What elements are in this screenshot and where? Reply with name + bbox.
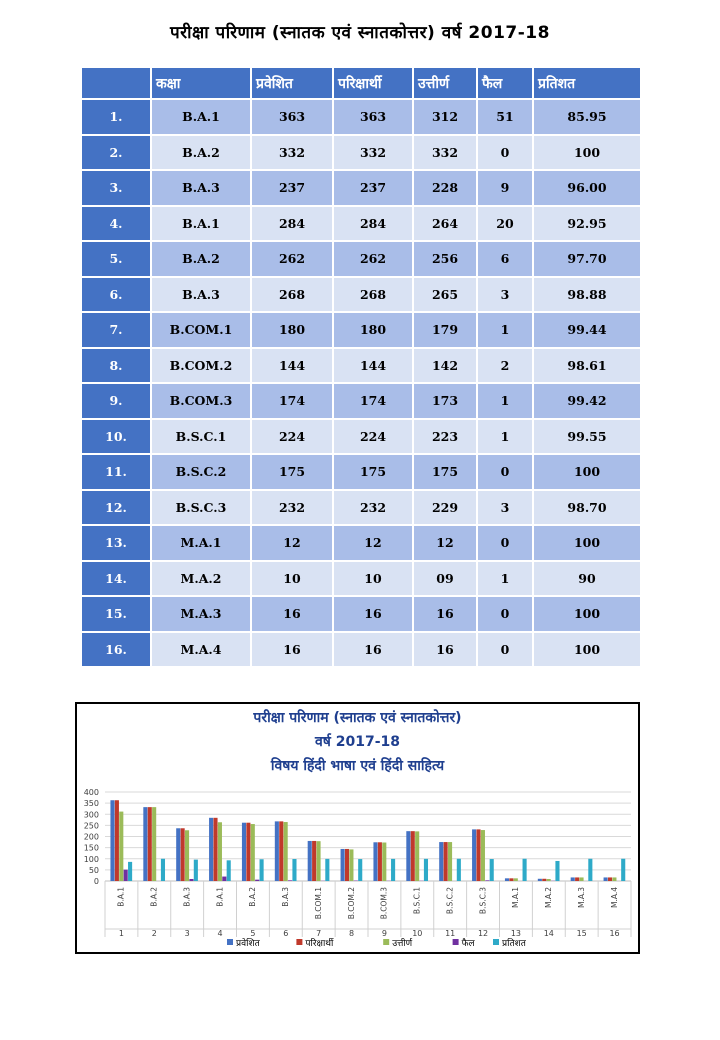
header-admitted: प्रवेशित bbox=[251, 67, 333, 99]
cell-admitted: 180 bbox=[251, 312, 333, 348]
cell-percentage: 99.55 bbox=[533, 419, 641, 455]
cell-percentage: 100 bbox=[533, 525, 641, 561]
bar-2 bbox=[115, 800, 119, 881]
bar-5 bbox=[358, 859, 362, 881]
cell-examinees: 363 bbox=[333, 99, 413, 135]
x-category-number: 4 bbox=[217, 929, 223, 938]
table-row bbox=[81, 206, 641, 242]
bar-2 bbox=[509, 878, 513, 881]
cell-examinees: 262 bbox=[333, 241, 413, 277]
cell-percentage: 100 bbox=[533, 135, 641, 171]
cell-passed: 175 bbox=[413, 454, 477, 490]
table-row bbox=[81, 348, 641, 384]
cell-examinees: 268 bbox=[333, 277, 413, 313]
cell-percentage: 90 bbox=[533, 561, 641, 597]
bar-5 bbox=[227, 860, 231, 881]
cell-failed: 9 bbox=[477, 170, 533, 206]
cell-passed: 12 bbox=[413, 525, 477, 561]
x-category-label: B.A.2 bbox=[149, 887, 159, 907]
table-row bbox=[81, 277, 641, 313]
bar-1 bbox=[538, 879, 542, 881]
cell-admitted: 175 bbox=[251, 454, 333, 490]
cell-examinees: 224 bbox=[333, 419, 413, 455]
header-serial bbox=[81, 67, 151, 99]
cell-failed: 3 bbox=[477, 490, 533, 526]
cell-passed: 228 bbox=[413, 170, 477, 206]
table-row bbox=[81, 419, 641, 455]
table-row bbox=[81, 383, 641, 419]
cell-examinees: 12 bbox=[333, 525, 413, 561]
bar-5 bbox=[555, 861, 559, 881]
cell-passed: 264 bbox=[413, 206, 477, 242]
bar-3 bbox=[448, 842, 452, 881]
header-class: कक्षा bbox=[151, 67, 251, 99]
y-tick-label: 300 bbox=[83, 810, 99, 820]
bar-5 bbox=[325, 859, 329, 881]
cell-serial: 3. bbox=[81, 170, 151, 206]
bar-1 bbox=[571, 877, 575, 881]
cell-failed: 0 bbox=[477, 632, 533, 668]
table-row bbox=[81, 596, 641, 632]
cell-failed: 0 bbox=[477, 596, 533, 632]
cell-failed: 3 bbox=[477, 277, 533, 313]
bar-3 bbox=[316, 841, 320, 881]
cell-class: B.A.1 bbox=[151, 206, 251, 242]
cell-failed: 2 bbox=[477, 348, 533, 384]
bar-3 bbox=[612, 877, 616, 881]
cell-passed: 265 bbox=[413, 277, 477, 313]
cell-admitted: 12 bbox=[251, 525, 333, 561]
cell-admitted: 174 bbox=[251, 383, 333, 419]
cell-serial: 8. bbox=[81, 348, 151, 384]
x-category-number: 6 bbox=[283, 929, 289, 938]
x-category-number: 14 bbox=[543, 929, 554, 938]
cell-percentage: 98.88 bbox=[533, 277, 641, 313]
cell-examinees: 16 bbox=[333, 632, 413, 668]
bar-2 bbox=[575, 877, 579, 881]
bar-2 bbox=[608, 877, 612, 881]
x-category-number: 7 bbox=[316, 929, 322, 938]
cell-passed: 223 bbox=[413, 419, 477, 455]
bar-2 bbox=[476, 829, 480, 881]
bar-3 bbox=[579, 877, 583, 881]
cell-examinees: 175 bbox=[333, 454, 413, 490]
x-category-number: 12 bbox=[477, 929, 489, 938]
cell-examinees: 144 bbox=[333, 348, 413, 384]
y-tick-label: 200 bbox=[83, 832, 99, 842]
cell-failed: 0 bbox=[477, 454, 533, 490]
chart-plot bbox=[77, 704, 638, 952]
x-category-label: M.A.4 bbox=[609, 887, 619, 909]
legend-swatch bbox=[383, 939, 389, 945]
cell-class: M.A.3 bbox=[151, 596, 251, 632]
bar-5 bbox=[194, 860, 198, 881]
cell-passed: 312 bbox=[413, 99, 477, 135]
cell-percentage: 100 bbox=[533, 632, 641, 668]
cell-serial: 15. bbox=[81, 596, 151, 632]
bar-1 bbox=[209, 818, 213, 881]
results-chart bbox=[75, 702, 640, 954]
x-category-number: 13 bbox=[510, 929, 522, 938]
cell-serial: 2. bbox=[81, 135, 151, 171]
table-row bbox=[81, 632, 641, 668]
bar-5 bbox=[161, 859, 165, 881]
bar-1 bbox=[373, 842, 377, 881]
bar-2 bbox=[345, 849, 349, 881]
bar-4 bbox=[124, 870, 128, 881]
cell-serial: 16. bbox=[81, 632, 151, 668]
cell-serial: 6. bbox=[81, 277, 151, 313]
cell-percentage: 98.70 bbox=[533, 490, 641, 526]
header-examinees: परिक्षार्थी bbox=[333, 67, 413, 99]
cell-percentage: 100 bbox=[533, 454, 641, 490]
bar-2 bbox=[444, 842, 448, 881]
y-tick-label: 250 bbox=[83, 821, 99, 831]
cell-serial: 14. bbox=[81, 561, 151, 597]
chart-subject: विषय हिंदी भाषा एवं हिंदी साहित्य bbox=[270, 758, 445, 774]
cell-class: B.COM.3 bbox=[151, 383, 251, 419]
bar-2 bbox=[148, 807, 152, 881]
bar-5 bbox=[588, 859, 592, 881]
cell-examinees: 16 bbox=[333, 596, 413, 632]
table-row bbox=[81, 490, 641, 526]
x-category-number: 5 bbox=[250, 929, 256, 938]
cell-serial: 1. bbox=[81, 99, 151, 135]
x-category-label: B.COM.3 bbox=[379, 887, 389, 920]
cell-percentage: 92.95 bbox=[533, 206, 641, 242]
cell-failed: 51 bbox=[477, 99, 533, 135]
legend-label: फैल bbox=[461, 939, 475, 949]
table-row bbox=[81, 241, 641, 277]
cell-class: B.A.1 bbox=[151, 99, 251, 135]
bar-3 bbox=[514, 878, 518, 881]
x-category-label: B.COM.1 bbox=[313, 887, 323, 920]
cell-serial: 12. bbox=[81, 490, 151, 526]
cell-examinees: 232 bbox=[333, 490, 413, 526]
legend-swatch bbox=[296, 939, 302, 945]
cell-failed: 0 bbox=[477, 525, 533, 561]
legend-label: प्रतिशत bbox=[502, 939, 526, 949]
bar-5 bbox=[457, 859, 461, 881]
y-tick-label: 100 bbox=[83, 854, 99, 864]
bar-3 bbox=[349, 849, 353, 881]
bar-1 bbox=[275, 821, 279, 881]
table-header-row bbox=[81, 67, 641, 99]
cell-passed: 16 bbox=[413, 596, 477, 632]
cell-admitted: 363 bbox=[251, 99, 333, 135]
results-table bbox=[80, 66, 642, 668]
cell-passed: 179 bbox=[413, 312, 477, 348]
x-category-number: 8 bbox=[349, 929, 355, 938]
cell-examinees: 174 bbox=[333, 383, 413, 419]
cell-failed: 1 bbox=[477, 419, 533, 455]
table-row bbox=[81, 170, 641, 206]
cell-passed: 09 bbox=[413, 561, 477, 597]
bar-3 bbox=[382, 843, 386, 881]
x-category-label: M.A.2 bbox=[544, 887, 554, 909]
y-tick-label: 150 bbox=[83, 843, 99, 853]
bar-3 bbox=[547, 879, 551, 881]
cell-passed: 173 bbox=[413, 383, 477, 419]
cell-class: M.A.4 bbox=[151, 632, 251, 668]
x-category-label: B.A.3 bbox=[182, 887, 192, 907]
bar-5 bbox=[523, 859, 527, 881]
cell-failed: 6 bbox=[477, 241, 533, 277]
y-tick-label: 350 bbox=[83, 799, 99, 809]
cell-failed: 1 bbox=[477, 383, 533, 419]
bar-3 bbox=[152, 807, 156, 881]
bar-5 bbox=[292, 859, 296, 881]
bar-4 bbox=[288, 880, 292, 881]
y-tick-label: 0 bbox=[93, 877, 99, 886]
bar-2 bbox=[411, 831, 415, 881]
cell-percentage: 85.95 bbox=[533, 99, 641, 135]
bar-5 bbox=[391, 859, 395, 881]
bar-1 bbox=[604, 877, 608, 881]
table-row bbox=[81, 454, 641, 490]
cell-percentage: 99.44 bbox=[533, 312, 641, 348]
y-tick-label: 50 bbox=[88, 865, 99, 875]
bar-4 bbox=[485, 880, 489, 881]
chart-title: परीक्षा परिणाम (स्नातक एवं स्नातकोत्तर) bbox=[253, 710, 462, 726]
bar-4 bbox=[189, 879, 193, 881]
x-category-label: M.A.3 bbox=[576, 887, 586, 909]
bar-3 bbox=[481, 830, 485, 881]
table-row bbox=[81, 312, 641, 348]
cell-percentage: 98.61 bbox=[533, 348, 641, 384]
legend-swatch bbox=[493, 939, 499, 945]
cell-class: M.A.1 bbox=[151, 525, 251, 561]
cell-admitted: 284 bbox=[251, 206, 333, 242]
cell-admitted: 232 bbox=[251, 490, 333, 526]
bar-1 bbox=[110, 800, 114, 881]
cell-passed: 332 bbox=[413, 135, 477, 171]
bar-3 bbox=[415, 831, 419, 881]
bar-5 bbox=[490, 859, 494, 881]
bar-5 bbox=[260, 859, 264, 881]
bar-1 bbox=[341, 849, 345, 881]
x-category-number: 11 bbox=[445, 929, 456, 938]
cell-examinees: 284 bbox=[333, 206, 413, 242]
x-category-label: B.COM.2 bbox=[346, 887, 356, 920]
cell-serial: 9. bbox=[81, 383, 151, 419]
bar-1 bbox=[472, 829, 476, 881]
cell-serial: 5. bbox=[81, 241, 151, 277]
y-tick-label: 400 bbox=[83, 788, 99, 797]
cell-class: B.S.C.1 bbox=[151, 419, 251, 455]
cell-class: M.A.2 bbox=[151, 561, 251, 597]
cell-examinees: 180 bbox=[333, 312, 413, 348]
legend-swatch bbox=[453, 939, 459, 945]
cell-admitted: 237 bbox=[251, 170, 333, 206]
x-category-number: 3 bbox=[184, 929, 190, 938]
cell-admitted: 16 bbox=[251, 632, 333, 668]
header-failed: फैल bbox=[477, 67, 533, 99]
bar-2 bbox=[378, 842, 382, 881]
cell-percentage: 99.42 bbox=[533, 383, 641, 419]
bar-3 bbox=[119, 812, 123, 881]
legend-swatch bbox=[227, 939, 233, 945]
cell-class: B.S.C.2 bbox=[151, 454, 251, 490]
legend-label: परिक्षार्थी bbox=[305, 939, 334, 949]
x-category-number: 16 bbox=[609, 929, 620, 938]
cell-class: B.A.2 bbox=[151, 135, 251, 171]
cell-class: B.A.2 bbox=[151, 241, 251, 277]
bar-2 bbox=[213, 818, 217, 881]
x-category-number: 15 bbox=[576, 929, 587, 938]
page-title: परीक्षा परिणाम (स्नातक एवं स्नातकोत्तर) वर्ष 2017-18 bbox=[170, 23, 550, 43]
x-category-number: 1 bbox=[118, 929, 124, 938]
bar-1 bbox=[406, 831, 410, 881]
bar-2 bbox=[312, 841, 316, 881]
cell-admitted: 16 bbox=[251, 596, 333, 632]
x-category-label: B.S.C.1 bbox=[412, 887, 422, 915]
bar-5 bbox=[128, 862, 132, 881]
x-category-label: B.S.C.3 bbox=[478, 887, 488, 915]
cell-percentage: 100 bbox=[533, 596, 641, 632]
cell-failed: 1 bbox=[477, 312, 533, 348]
bar-1 bbox=[505, 878, 509, 881]
x-category-label: B.S.C.2 bbox=[445, 887, 455, 915]
cell-serial: 7. bbox=[81, 312, 151, 348]
cell-admitted: 268 bbox=[251, 277, 333, 313]
bar-1 bbox=[242, 823, 246, 881]
header-passed: उत्तीर्ण bbox=[413, 67, 477, 99]
x-category-number: 10 bbox=[412, 929, 423, 938]
bar-1 bbox=[308, 841, 312, 881]
legend-label: उत्तीर्ण bbox=[392, 939, 413, 949]
table-row bbox=[81, 135, 641, 171]
cell-admitted: 224 bbox=[251, 419, 333, 455]
bar-2 bbox=[542, 879, 546, 881]
cell-passed: 229 bbox=[413, 490, 477, 526]
cell-examinees: 332 bbox=[333, 135, 413, 171]
bar-3 bbox=[251, 824, 255, 881]
cell-percentage: 97.70 bbox=[533, 241, 641, 277]
cell-serial: 11. bbox=[81, 454, 151, 490]
chart-subtitle: वर्ष 2017-18 bbox=[314, 734, 400, 750]
cell-percentage: 96.00 bbox=[533, 170, 641, 206]
bar-1 bbox=[439, 842, 443, 881]
x-category-label: B.A.2 bbox=[248, 887, 258, 907]
x-category-label: B.A.1 bbox=[116, 887, 126, 907]
cell-admitted: 144 bbox=[251, 348, 333, 384]
cell-class: B.A.3 bbox=[151, 277, 251, 313]
bar-1 bbox=[143, 807, 147, 881]
table-body bbox=[81, 99, 641, 667]
bar-1 bbox=[176, 828, 180, 881]
bar-2 bbox=[181, 828, 185, 881]
cell-failed: 20 bbox=[477, 206, 533, 242]
cell-passed: 256 bbox=[413, 241, 477, 277]
x-category-number: 9 bbox=[381, 929, 387, 938]
cell-class: B.COM.2 bbox=[151, 348, 251, 384]
cell-failed: 1 bbox=[477, 561, 533, 597]
cell-examinees: 237 bbox=[333, 170, 413, 206]
bar-3 bbox=[218, 822, 222, 881]
cell-serial: 10. bbox=[81, 419, 151, 455]
x-category-label: M.A.1 bbox=[511, 887, 521, 909]
bar-2 bbox=[279, 821, 283, 881]
cell-admitted: 10 bbox=[251, 561, 333, 597]
cell-class: B.A.3 bbox=[151, 170, 251, 206]
cell-serial: 4. bbox=[81, 206, 151, 242]
cell-admitted: 332 bbox=[251, 135, 333, 171]
legend-label: प्रवेशित bbox=[236, 939, 260, 949]
cell-class: B.COM.1 bbox=[151, 312, 251, 348]
table-row bbox=[81, 525, 641, 561]
bar-4 bbox=[222, 877, 226, 881]
x-category-label: B.A.3 bbox=[281, 887, 291, 907]
bar-3 bbox=[284, 822, 288, 881]
x-category-number: 2 bbox=[151, 929, 157, 938]
table-row bbox=[81, 99, 641, 135]
cell-serial: 13. bbox=[81, 525, 151, 561]
cell-failed: 0 bbox=[477, 135, 533, 171]
cell-class: B.S.C.3 bbox=[151, 490, 251, 526]
bar-5 bbox=[621, 859, 625, 881]
cell-passed: 16 bbox=[413, 632, 477, 668]
cell-admitted: 262 bbox=[251, 241, 333, 277]
bar-5 bbox=[424, 859, 428, 881]
cell-examinees: 10 bbox=[333, 561, 413, 597]
bar-3 bbox=[185, 830, 189, 881]
header-percentage: प्रतिशत bbox=[533, 67, 641, 99]
table-row bbox=[81, 561, 641, 597]
cell-passed: 142 bbox=[413, 348, 477, 384]
bar-2 bbox=[246, 823, 250, 881]
bar-4 bbox=[255, 880, 259, 881]
x-category-label: B.A.1 bbox=[215, 887, 225, 907]
